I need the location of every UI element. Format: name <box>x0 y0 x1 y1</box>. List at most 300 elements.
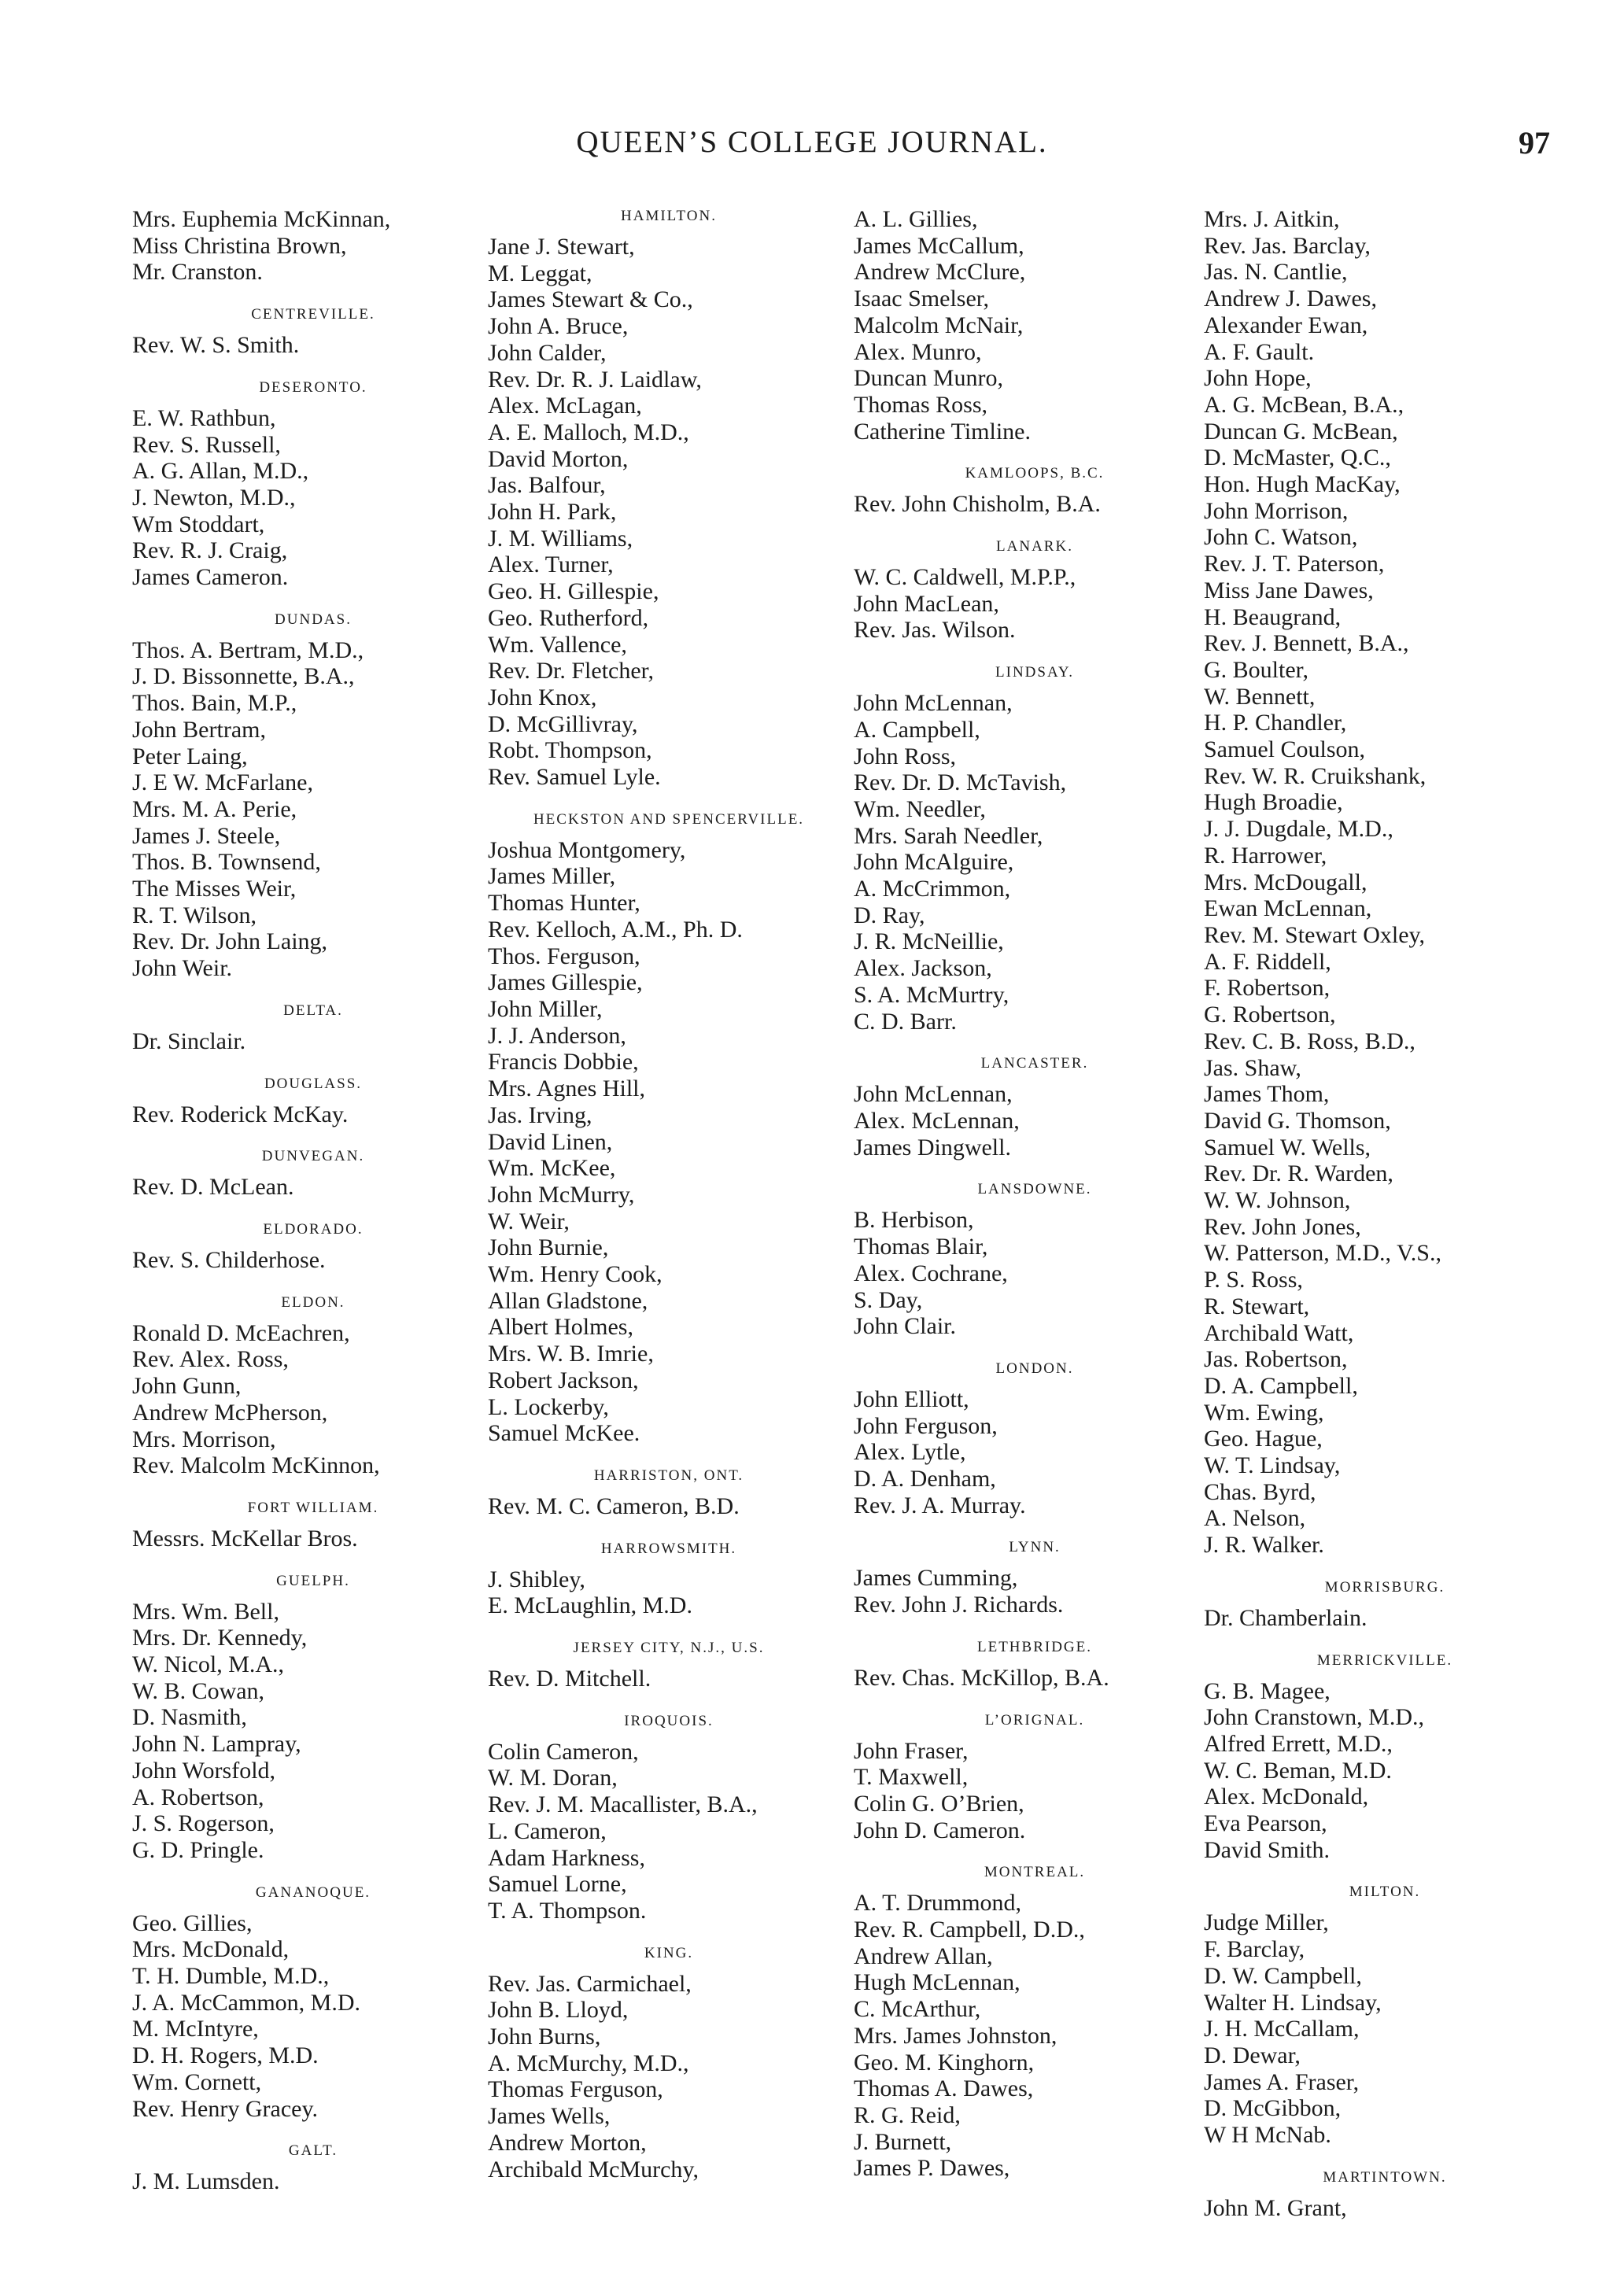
subscriber-name: Andrew McPherson, <box>132 1399 328 1426</box>
town-section <box>132 206 494 286</box>
town-section <box>1204 206 1566 1559</box>
town-heading: LANARK. <box>996 538 1073 555</box>
subscriber-name: R. T. Wilson, <box>132 902 257 928</box>
town-heading: L’ORIGNAL. <box>984 1711 1085 1729</box>
subscriber-name: John McLennan, <box>854 690 1013 717</box>
town-heading: CENTREVILLE. <box>251 306 375 323</box>
subscriber-name: D. McMaster, Q.C., <box>1204 445 1391 471</box>
subscriber-name: W. W. Johnson, <box>1204 1187 1351 1214</box>
town-section <box>132 1219 494 1274</box>
subscriber-name: Rev. Henry Gracey. <box>132 2095 319 2122</box>
subscriber-name: W. B. Cowan, <box>132 1677 265 1704</box>
subscriber-name: A. G. McBean, B.A., <box>1204 391 1404 418</box>
town-section <box>1204 1651 1566 1864</box>
subscriber-name: Samuel W. Wells, <box>1204 1134 1371 1160</box>
subscriber-name: D. A. Denham, <box>854 1466 996 1492</box>
subscriber-name: James Miller, <box>488 863 616 890</box>
subscriber-name: John Gunn, <box>132 1373 242 1400</box>
subscriber-name: Jas. Shaw, <box>1204 1054 1301 1081</box>
subscriber-name: Rev. J. A. Murray. <box>854 1492 1026 1518</box>
subscriber-name: Rev. Alex. Ross, <box>132 1346 289 1373</box>
town-heading: GANANOQUE. <box>255 1884 371 1901</box>
town-heading: JERSEY CITY, N.J., U.S. <box>573 1640 765 1657</box>
subscriber-name: Thos. Ferguson, <box>488 943 640 969</box>
subscriber-name: Samuel Coulson, <box>1204 736 1366 763</box>
subscriber-name: W. Bennett, <box>1204 683 1316 710</box>
town-heading: IROQUOIS. <box>624 1712 714 1729</box>
subscriber-name: Thomas Hunter, <box>488 890 640 917</box>
subscriber-name: Rev. Chas. McKillop, B.A. <box>854 1664 1109 1691</box>
subscriber-name: Archibald Watt, <box>1204 1319 1354 1346</box>
town-section <box>488 1943 850 2183</box>
subscriber-name: Rev. Dr. John Laing, <box>132 928 328 955</box>
subscriber-name: W. M. Doran, <box>488 1765 618 1791</box>
subscriber-name: John Miller, <box>488 995 603 1022</box>
subscriber-name: Rev. Dr. D. McTavish, <box>854 769 1067 796</box>
subscriber-name: Alex. Jackson, <box>854 955 992 982</box>
subscriber-name: Samuel Lorne, <box>488 1871 627 1898</box>
subscriber-name: Hon. Hugh MacKay, <box>1204 471 1401 498</box>
subscriber-name: J. M. Lumsden. <box>132 2168 280 2195</box>
subscriber-name: Alex. Cochrane, <box>854 1260 1008 1286</box>
subscriber-name: Mrs. Agnes Hill, <box>488 1076 646 1102</box>
subscriber-name: Rev. W. S. Smith. <box>132 332 300 359</box>
subscriber-name: John D. Cameron. <box>854 1817 1026 1843</box>
subscriber-name: Rev. D. McLean. <box>132 1174 294 1201</box>
subscriber-name: L. Cameron, <box>488 1817 607 1844</box>
subscriber-name: W. C. Caldwell, M.P.P., <box>854 564 1076 591</box>
town-heading: KAMLOOPS, B.C. <box>965 465 1105 482</box>
town-section <box>132 304 494 359</box>
subscriber-name: Samuel McKee. <box>488 1420 640 1447</box>
town-section <box>488 206 850 791</box>
subscriber-name: Thos. B. Townsend, <box>132 849 321 876</box>
subscriber-name: J. Newton, M.D., <box>132 484 296 511</box>
subscriber-name: Robt. Thompson, <box>488 737 652 764</box>
subscriber-name: Mrs. J. Aitkin, <box>1204 206 1340 232</box>
subscriber-name: D. Nasmith, <box>132 1704 247 1731</box>
town-heading: DESERONTO. <box>259 378 367 396</box>
subscriber-name: G. D. Pringle. <box>132 1836 264 1863</box>
subscriber-name: James Cameron. <box>132 564 289 591</box>
town-section <box>854 206 1216 445</box>
subscriber-name: Hugh Broadie, <box>1204 789 1343 816</box>
subscriber-name: John Clair. <box>854 1313 957 1340</box>
subscriber-name: Rev. Roderick McKay. <box>132 1101 349 1127</box>
subscriber-name: Robert Jackson, <box>488 1367 639 1393</box>
page-number: 97 <box>1519 125 1550 161</box>
town-heading: ELDORADO. <box>263 1220 364 1238</box>
subscriber-name: Rev. R. J. Craig, <box>132 537 288 564</box>
subscriber-name: G. Boulter, <box>1204 656 1308 683</box>
subscriber-name: A. G. Allan, M.D., <box>132 458 309 485</box>
subscriber-name: Ewan McLennan, <box>1204 895 1372 922</box>
subscriber-name: A. T. Drummond, <box>854 1890 1022 1917</box>
town-heading: HAMILTON. <box>621 208 717 224</box>
subscriber-name: James McCallum, <box>854 232 1024 259</box>
subscriber-name: Chas. Byrd, <box>1204 1478 1316 1505</box>
subscriber-name: David Morton, <box>488 445 629 472</box>
subscriber-name: John Fraser, <box>854 1737 969 1764</box>
town-heading: LANSDOWNE. <box>977 1181 1092 1198</box>
town-section <box>1204 1882 1566 2148</box>
subscriber-name: John C. Watson, <box>1204 524 1358 551</box>
town-heading: LYNN. <box>1009 1539 1061 1556</box>
subscriber-name: J. J. Dugdale, M.D., <box>1204 816 1393 843</box>
subscriber-name: John Ross, <box>854 743 957 769</box>
subscriber-name: Rev. Jas. Barclay, <box>1204 232 1371 259</box>
subscriber-name: James Gillespie, <box>488 969 643 996</box>
subscriber-name: Albert Holmes, <box>488 1314 633 1341</box>
subscriber-name: David G. Thomson, <box>1204 1107 1391 1134</box>
subscriber-name: David Linen, <box>488 1128 613 1155</box>
subscriber-name: Andrew Morton, <box>488 2129 647 2156</box>
subscriber-name: A. Robertson, <box>132 1784 264 1810</box>
town-heading: KING. <box>644 1944 694 1961</box>
subscriber-name: Alex. McLennan, <box>854 1107 1020 1134</box>
subscriber-name: J. Shibley, <box>488 1566 585 1592</box>
subscriber-name: S. Day, <box>854 1286 923 1313</box>
subscriber-name: Alfred Errett, M.D., <box>1204 1730 1393 1757</box>
town-heading: MERRICKVILLE. <box>1316 1651 1453 1669</box>
town-heading: GALT. <box>288 2142 338 2160</box>
subscriber-name: Mrs. Wm. Bell, <box>132 1598 279 1625</box>
subscriber-name: John McMurry, <box>488 1181 635 1208</box>
subscriber-name: Rev. J. Bennett, B.A., <box>1204 630 1409 657</box>
subscriber-name: Geo. Rutherford, <box>488 604 649 631</box>
column-1 <box>132 206 494 2195</box>
subscriber-name: Jas. Irving, <box>488 1101 592 1128</box>
subscriber-name: Thomas Ferguson, <box>488 2076 663 2103</box>
subscriber-name: Mrs. M. A. Perie, <box>132 795 297 822</box>
subscriber-name: James Cumming, <box>854 1565 1018 1592</box>
subscriber-name: John Knox, <box>488 684 597 710</box>
town-section <box>854 1053 1216 1160</box>
subscriber-name: Wm. Vallence, <box>488 631 627 658</box>
subscriber-name: Rev. C. B. Ross, B.D., <box>1204 1028 1415 1054</box>
subscriber-name: Colin Cameron, <box>488 1738 639 1765</box>
subscriber-name: Rev. S. Childerhose. <box>132 1246 326 1273</box>
subscriber-name: R. Harrower, <box>1204 842 1327 869</box>
town-section <box>854 1710 1216 1844</box>
town-section <box>488 1638 850 1692</box>
subscriber-name: Andrew McClure, <box>854 259 1026 286</box>
subscriber-name: John MacLean, <box>854 590 999 617</box>
subscriber-name: Alex. Turner, <box>488 552 614 578</box>
subscriber-name: F. Barclay, <box>1204 1936 1305 1963</box>
town-section <box>132 1001 494 1055</box>
subscriber-name: Jas. N. Cantlie, <box>1204 259 1348 286</box>
subscriber-name: Jas. Balfour, <box>488 472 606 499</box>
subscriber-name: Geo. H. Gillespie, <box>488 578 659 605</box>
town-heading: DUNVEGAN. <box>261 1148 365 1165</box>
subscriber-name: Mrs. Morrison, <box>132 1426 276 1452</box>
subscriber-name: J. E W. McFarlane, <box>132 769 313 796</box>
subscriber-name: John Burns, <box>488 2024 601 2050</box>
town-section <box>132 1571 494 1864</box>
subscriber-name: Alex. McLagan, <box>488 393 642 419</box>
subscriber-name: Rev. Samuel Lyle. <box>488 764 661 791</box>
subscriber-name: Rev. John Chisholm, B.A. <box>854 491 1101 518</box>
subscriber-name: A. L. Gillies, <box>854 206 978 232</box>
subscriber-name: Wm Stoddart, <box>132 511 265 537</box>
subscriber-name: John Bertram, <box>132 716 266 743</box>
subscriber-name: James J. Steele, <box>132 822 281 849</box>
subscriber-name: D. Dewar, <box>1204 2042 1301 2068</box>
subscriber-name: D. H. Rogers, M.D. <box>132 2042 319 2069</box>
town-heading: DUNDAS. <box>275 611 352 628</box>
town-section <box>132 1883 494 2123</box>
subscriber-name: John B. Lloyd, <box>488 1997 629 2024</box>
subscriber-name: H. P. Chandler, <box>1204 710 1347 736</box>
subscriber-name: Mr. Cranston. <box>132 259 263 286</box>
subscriber-name: John McAlguire, <box>854 849 1014 876</box>
subscriber-name: Adam Harkness, <box>488 1844 645 1871</box>
subscriber-name: J. M. Williams, <box>488 525 633 552</box>
subscriber-name: Peter Laing, <box>132 743 248 769</box>
subscriber-name: James Stewart & Co., <box>488 286 693 313</box>
subscriber-name: Miss Jane Dawes, <box>1204 577 1374 603</box>
town-section <box>1204 2168 1566 2222</box>
subscriber-name: John Weir. <box>132 955 233 982</box>
subscriber-name: Wm. Cornett, <box>132 2068 262 2095</box>
subscriber-name: Rev. John J. Richards. <box>854 1592 1064 1618</box>
town-heading: FORT WILLIAM. <box>247 1499 379 1516</box>
subscriber-name: J. H. McCallam, <box>1204 2016 1360 2042</box>
subscriber-name: Ronald D. McEachren, <box>132 1319 350 1346</box>
subscriber-name: J. D. Bissonnette, B.A., <box>132 663 355 690</box>
town-section <box>854 537 1216 644</box>
subscriber-name: Geo. M. Kinghorn, <box>854 2049 1035 2075</box>
subscriber-name: James A. Fraser, <box>1204 2068 1360 2095</box>
town-section <box>132 2141 494 2195</box>
subscriber-name: W. Patterson, M.D., V.S., <box>1204 1240 1441 1267</box>
subscriber-name: Mrs. Sarah Needler, <box>854 822 1043 849</box>
subscriber-name: W. Weir, <box>488 1208 570 1234</box>
subscriber-name: John Morrison, <box>1204 497 1349 524</box>
subscriber-name: J. J. Anderson, <box>488 1022 626 1049</box>
subscriber-name: James Wells, <box>488 2103 611 2130</box>
subscriber-name: Wm. McKee, <box>488 1155 616 1182</box>
column-4 <box>1204 206 1566 2222</box>
subscriber-name: Rev. J. M. Macallister, B.A., <box>488 1791 758 1818</box>
town-section <box>854 1637 1216 1692</box>
subscriber-name: James Thom, <box>1204 1081 1330 1108</box>
column-3 <box>854 206 1216 2182</box>
subscriber-name: James P. Dawes, <box>854 2155 1010 2182</box>
subscriber-name: A. McMurchy, M.D., <box>488 2050 689 2076</box>
subscriber-name: John H. Park, <box>488 499 617 526</box>
town-heading: LANCASTER. <box>980 1055 1089 1072</box>
subscriber-name: C. D. Barr. <box>854 1008 957 1035</box>
subscriber-name: Rev. M. C. Cameron, B.D. <box>488 1492 740 1519</box>
subscriber-name: W. T. Lindsay, <box>1204 1452 1341 1479</box>
subscriber-name: F. Robertson, <box>1204 975 1331 1002</box>
subscriber-name: A. F. Riddell, <box>1204 948 1331 975</box>
subscriber-name: L. Lockerby, <box>488 1393 609 1420</box>
town-section <box>132 378 494 591</box>
town-section <box>132 1074 494 1128</box>
subscriber-name: J. R. Walker. <box>1204 1532 1324 1559</box>
subscriber-name: Rev. Jas. Wilson. <box>854 617 1016 644</box>
subscriber-name: T. H. Dumble, M.D., <box>132 1963 330 1990</box>
town-section <box>132 1146 494 1201</box>
subscriber-name: Rev. John Jones, <box>1204 1213 1361 1240</box>
subscriber-name: Malcolm McNair, <box>854 312 1024 338</box>
subscriber-name: Thomas Ross, <box>854 391 988 418</box>
subscriber-name: Archibald McMurchy, <box>488 2156 699 2182</box>
town-section <box>1204 1577 1566 1632</box>
town-heading: DELTA. <box>283 1002 343 1019</box>
subscriber-name: Duncan Munro, <box>854 365 1003 392</box>
page-title: QUEEN’S COLLEGE JOURNAL. <box>576 125 1048 159</box>
subscriber-name: Dr. Sinclair. <box>132 1028 246 1054</box>
subscriber-name: Andrew J. Dawes, <box>1204 286 1377 312</box>
town-heading: LONDON. <box>995 1360 1074 1377</box>
town-section <box>132 1498 494 1552</box>
subscriber-name: Jane J. Stewart, <box>488 234 635 260</box>
subscriber-name: A. F. Gault. <box>1204 338 1315 365</box>
subscriber-name: J. A. McCammon, M.D. <box>132 1989 361 2016</box>
subscriber-name: Mrs. Dr. Kennedy, <box>132 1625 308 1651</box>
subscriber-name: Alexander Ewan, <box>1204 312 1368 338</box>
town-section <box>132 1293 494 1479</box>
town-heading: DOUGLASS. <box>264 1075 363 1092</box>
town-heading: MARTINTOWN. <box>1323 2168 1447 2186</box>
subscriber-name: John Burnie, <box>488 1234 609 1261</box>
subscriber-name: E. W. Rathbun, <box>132 404 276 431</box>
town-section <box>488 1466 850 1520</box>
subscriber-name: A. Campbell, <box>854 716 980 743</box>
subscriber-name: John Calder, <box>488 339 607 366</box>
subscriber-name: A. Nelson, <box>1204 1505 1306 1532</box>
subscriber-name: Rev. Jas. Carmichael, <box>488 1970 692 1997</box>
subscriber-name: J. S. Rogerson, <box>132 1810 275 1837</box>
subscriber-name: James Dingwell. <box>854 1134 1011 1160</box>
subscriber-name: Wm. Henry Cook, <box>488 1261 663 1288</box>
subscriber-name: John Cranstown, M.D., <box>1204 1704 1425 1731</box>
subscriber-name: Thos. Bain, M.P., <box>132 690 297 717</box>
town-section <box>488 1711 850 1924</box>
town-section <box>488 1539 850 1619</box>
subscriber-name: Wm. Ewing, <box>1204 1399 1324 1426</box>
subscriber-name: C. McArthur, <box>854 1996 981 2023</box>
subscriber-name: Walter H. Lindsay, <box>1204 1989 1382 2016</box>
subscriber-name: A. McCrimmon, <box>854 876 1011 902</box>
subscriber-name: Joshua Montgomery, <box>488 836 686 863</box>
subscriber-name: Wm. Needler, <box>854 795 986 822</box>
town-section <box>854 1537 1216 1618</box>
subscriber-name: Rev. R. Campbell, D.D., <box>854 1917 1085 1943</box>
subscriber-name: B. Herbison, <box>854 1207 974 1234</box>
town-heading: MILTON. <box>1349 1884 1421 1901</box>
subscriber-name: Thomas Blair, <box>854 1234 988 1260</box>
subscriber-name: Alex. McDonald, <box>1204 1784 1369 1810</box>
column-2 <box>488 206 850 2182</box>
subscriber-name: Rev. Dr. R. J. Laidlaw, <box>488 366 702 393</box>
subscriber-name: Thos. A. Bertram, M.D., <box>132 636 364 663</box>
subscriber-name: John McLennan, <box>854 1081 1013 1108</box>
subscriber-name: D. A. Campbell, <box>1204 1372 1358 1399</box>
town-heading: LETHBRIDGE. <box>976 1638 1092 1655</box>
subscriber-name: Mrs. James Johnston, <box>854 2022 1057 2049</box>
subscriber-name: T. Maxwell, <box>854 1764 969 1791</box>
subscriber-name: Rev. Dr. R. Warden, <box>1204 1160 1393 1187</box>
subscriber-name: John Worsfold, <box>132 1757 276 1784</box>
subscriber-name: Alex. Munro, <box>854 338 982 365</box>
subscriber-name: Mrs. McDougall, <box>1204 869 1367 895</box>
subscriber-name: M. Leggat, <box>488 260 592 286</box>
subscriber-name: Mrs. Euphemia McKinnan, <box>132 206 391 232</box>
town-section <box>132 610 494 982</box>
subscriber-name: D. W. Campbell, <box>1204 1962 1362 1989</box>
town-section <box>854 1179 1216 1340</box>
subscriber-name: D. McGillivray, <box>488 710 638 737</box>
subscriber-name: Geo. Gillies, <box>132 1909 253 1936</box>
subscriber-name: W. Nicol, M.A., <box>132 1651 285 1678</box>
town-heading: HECKSTON AND SPENCERVILLE. <box>533 810 805 828</box>
subscriber-name: Judge Miller, <box>1204 1909 1329 1936</box>
subscriber-name: John Elliott, <box>854 1385 969 1412</box>
subscriber-name: Duncan G. McBean, <box>1204 418 1398 445</box>
subscriber-name: Rev. W. R. Cruikshank, <box>1204 762 1427 789</box>
subscriber-name: Rev. Malcolm McKinnon, <box>132 1452 380 1479</box>
subscriber-name: Mrs. McDonald, <box>132 1936 290 1963</box>
subscriber-name: Messrs. McKellar Bros. <box>132 1525 358 1552</box>
subscriber-name: Hugh McLennan, <box>854 1969 1021 1996</box>
subscriber-name: P. S. Ross, <box>1204 1267 1303 1293</box>
subscriber-name: J. R. McNeillie, <box>854 928 1004 955</box>
subscriber-name: Rev. D. Mitchell. <box>488 1666 651 1692</box>
subscriber-name: John N. Lampray, <box>132 1731 301 1758</box>
subscriber-name: Thomas A. Dawes, <box>854 2075 1034 2102</box>
subscriber-name: Jas. Robertson, <box>1204 1346 1348 1373</box>
subscriber-name: Dr. Chamberlain. <box>1204 1604 1367 1631</box>
subscriber-name: J. Burnett, <box>854 2128 952 2155</box>
subscriber-name: Colin G. O’Brien, <box>854 1790 1024 1817</box>
subscriber-name: R. Stewart, <box>1204 1293 1310 1319</box>
subscriber-name: David Smith. <box>1204 1836 1331 1863</box>
town-heading: GUELPH. <box>276 1572 350 1589</box>
town-section <box>854 1359 1216 1519</box>
town-heading: MORRISBURG. <box>1324 1578 1445 1596</box>
town-heading: MONTREAL. <box>984 1864 1086 1881</box>
subscriber-name: Andrew Allan, <box>854 1943 993 1969</box>
subscriber-name: Eva Pearson, <box>1204 1810 1327 1837</box>
subscriber-name: M. McIntyre, <box>132 2016 259 2042</box>
town-heading: HARROWSMITH. <box>600 1540 737 1557</box>
subscriber-name: John Hope, <box>1204 365 1312 392</box>
subscriber-name: Rev. M. Stewart Oxley, <box>1204 921 1426 948</box>
town-section <box>488 810 850 1447</box>
subscriber-name: H. Beaugrand, <box>1204 603 1342 630</box>
subscriber-name: John M. Grant, <box>1204 2194 1347 2221</box>
subscriber-name: Mrs. W. B. Imrie, <box>488 1341 654 1367</box>
subscriber-name: Rev. Kelloch, A.M., Ph. D. <box>488 916 743 943</box>
subscriber-name: D. McGibbon, <box>1204 2095 1342 2122</box>
town-section <box>854 662 1216 1035</box>
subscriber-name: Catherine Timline. <box>854 418 1031 445</box>
subscriber-name: Rev. S. Russell, <box>132 431 281 458</box>
subscriber-name: Geo. Hague, <box>1204 1426 1323 1452</box>
town-section <box>854 1862 1216 2182</box>
subscriber-name: G. Robertson, <box>1204 1002 1336 1028</box>
town-heading: LINDSAY. <box>995 664 1074 681</box>
subscriber-name: R. G. Reid, <box>854 2101 961 2128</box>
subscriber-name: T. A. Thompson. <box>488 1897 647 1924</box>
subscriber-name: Miss Christina Brown, <box>132 232 347 259</box>
subscriber-name: Allan Gladstone, <box>488 1287 648 1314</box>
